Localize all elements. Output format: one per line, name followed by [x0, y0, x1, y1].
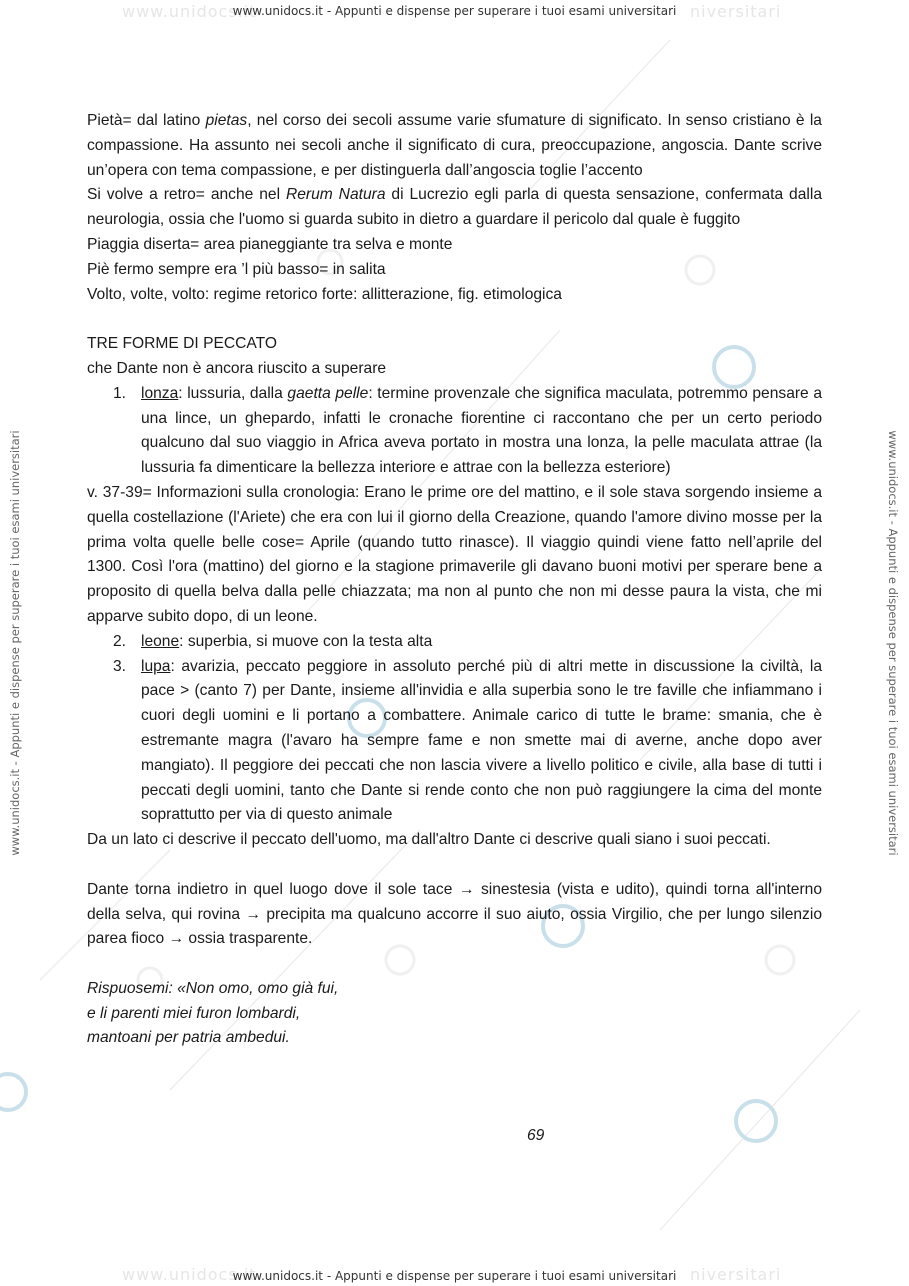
paragraph-pieta: Pietà= dal latino pietas, nel corso dei secoli assume varie sfumature di significato. In senso cristiano è la compassione. Ha assunto nei secoli anche il significato di cura, preoccupazione, angoscia. Dante scrive un’opera con tema compassione, e per distinguerla dall’angoscia toglie l’accento	[87, 112, 822, 179]
list-item-lupa: 3. lupa: avarizia, peccato peggiore in assoluto perché più di altri mette in discussione la civiltà, la pace > (canto 7) per Dante, insieme all'invidia e alla superbia sono le tre faville che infiammano i cuori degli uomini e li portano a combattere. Animale carico di tutte le brame: smania, che è estremante magra (l'avaro ha sempre fame e non smette mai di averne, anche dopo aver mangiato). Il peggiore dei peccati che non lascia vivere a livello politico e civile, alla base di tutti i peccati degli uomini, tanto che Dante si rende conto che non può raggiungere la cima del monte soprattutto per via di questo animale	[113, 657, 822, 824]
paragraph-peccato-uomo: Da un lato ci descrive il peccato dell'uomo, ma dall'altro Dante ci descrive quali siano i suoi peccati.	[87, 831, 771, 849]
paragraph-verses-37-39: v. 37-39= Informazioni sulla cronologia: Erano le prime ore del mattino, e il sole stava sorgendo insieme a quella costellazione (l'Ariete) che era con lui il giorno della Creazione, quando l'amore divino mosse per la prima volta quelle belle cose= Aprile (quando tutto rinasce). Il viaggio quindi viene fatto nell’aprile del 1300. Così l'ora (mattino) del giorno e la stagione primaverile gli davano buoni motivi per sperare bene a proposito di quella belva dalla pelle chiazzata; ma non al punto che non mi desse paura la vista, che mi apparve subito dopo, di un leone.	[87, 483, 822, 625]
line-volto: Volto, volte, volto: regime retorico forte: allitterazione, fig. etimologica	[87, 285, 562, 303]
poem-line-3: mantoani per patria ambedui.	[87, 1029, 290, 1047]
document-body	[87, 109, 822, 1051]
watermark-right-vertical: www.unidocs.it - Appunti e dispense per superare i tuoi esami universitari	[886, 430, 900, 856]
sins-list-2	[87, 630, 822, 828]
ghost-watermark-top-right: niversitari	[690, 2, 782, 21]
line-pie-fermo: Piè fermo sempre era ’l più basso= in salita	[87, 260, 386, 278]
watermark-header: www.unidocs.it - Appunti e dispense per superare i tuoi esami universitari	[232, 4, 677, 18]
section-title: TRE FORME DI PECCATO	[87, 335, 278, 353]
ghost-watermark-bottom-right: niversitari	[690, 1265, 782, 1284]
sins-list-1	[87, 382, 822, 481]
list-item-leone: 2. leone: superbia, si muove con la testa alta	[113, 632, 433, 650]
watermark-footer: www.unidocs.it - Appunti e dispense per superare i tuoi esami universitari	[232, 1269, 677, 1283]
ghost-watermark-top: www.unidocs.it	[122, 2, 257, 21]
section-intro: che Dante non è ancora riuscito a superare	[87, 359, 387, 377]
watermark-left-vertical: www.unidocs.it - Appunti e dispense per superare i tuoi esami universitari	[8, 430, 22, 856]
paragraph-dante-torna: Dante torna indietro in quel luogo dove il sole tace → sinestesia (vista e udito), quindi torna all'interno della selva, qui rovina → precipita ma qualcuno accorre il suo aiuto, ossia Virgilio, che per lungo silenzio parea fioco → ossia trasparente.	[87, 880, 822, 948]
poem-line-1: Rispuosemi: «Non omo, omo già fui,	[87, 979, 339, 997]
paragraph-si-volve: Si volve a retro= anche nel Rerum Natura di Lucrezio egli parla di questa sensazione, confermata dalla neurologia, ossia che l'uomo si guarda subito in dietro a guardare il pericolo dal quale è fuggito	[87, 186, 822, 229]
poem-line-2: e li parenti miei furon lombardi,	[87, 1004, 301, 1022]
line-piaggia: Piaggia diserta= area pianeggiante tra selva e monte	[87, 235, 453, 253]
list-item-lonza: 1. lonza: lussuria, dalla gaetta pelle: termine provenzale che significa maculata, potremmo pensare a una lince, un ghepardo, infatti le cronache fiorentine ci raccontano che per un certo periodo qualcuno dal suo viaggio in Africa aveva portato in mostra una lonza, la pelle maculata attrae (la lussuria fa dimenticare la bellezza interiore e attrae con la bellezza esteriore)	[113, 384, 823, 477]
ghost-watermark-bottom: www.unidocs.it	[122, 1265, 257, 1284]
page-number: 69	[527, 1127, 545, 1144]
